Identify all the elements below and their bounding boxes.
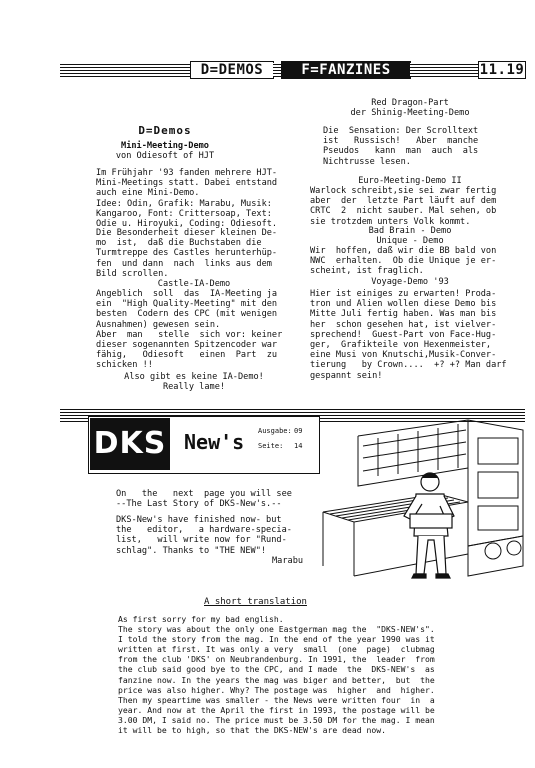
ausgabe-value: 09 xyxy=(294,427,303,435)
euro-meeting-text: Warlock schreibt,sie sei zwar fertig aber der letzte Part läuft auf dem CRTC 2 nicht sauber. Mal sehen, ob sie trotzdem unters Volk kommt. xyxy=(310,186,497,227)
header-hatch-right xyxy=(410,63,478,77)
section-title: D=Demos xyxy=(138,124,192,137)
castle-text: Angeblich soll das IA-Meeting ja ein "High Quality-Meeting" mit den besten Codern des CPC (mit wenigen Ausnahmen) gewesen sein. Aber man stelle sich vor: keiner dieser sogenannten Spitzencoder war fähig, Odiesoft einen Part zu schicken !! xyxy=(96,289,283,371)
castle-end-1: Also gibt es keine IA-Demo! xyxy=(124,372,264,382)
header-hatch-left xyxy=(60,63,190,77)
printing-press-illustration xyxy=(318,416,526,584)
dks-signature: Marabu xyxy=(272,556,304,566)
voyage-title: Voyage-Demo '93 xyxy=(371,277,449,287)
bad-brain-title: Bad Brain - Demo xyxy=(368,226,452,236)
mini-meeting-title: Mini-Meeting-Demo xyxy=(121,141,209,151)
seite-label: Seite: xyxy=(258,442,284,450)
translation-title: A short translation xyxy=(204,597,307,607)
red-dragon-text: Die Sensation: Der Scrolltext ist Russisch! Aber manche Pseudos kann man auch als Nichtrusse lesen. xyxy=(323,126,479,167)
castle-end-2: Really lame! xyxy=(162,382,226,392)
header-demos-tag: D=DEMOS xyxy=(190,61,274,79)
seite-value: 14 xyxy=(294,442,303,450)
ausgabe-label: Ausgabe: xyxy=(258,427,292,435)
dks-logo: DKS xyxy=(90,418,170,470)
bad-brain-text: Wir hoffen, daß wir die BB bald von NWC erhalten. Ob die Unique je er- scheint, ist fraglich. xyxy=(310,246,497,277)
mini-meeting-byline: von Odiesoft of HJT xyxy=(115,151,215,161)
translation-body: As first sorry for my bad english. The story was about the only one Eastgerman mag the "DKS-NEW's". I told the story from the mag. In the end of the year 1990 was it written at first. It was only a very small (one page) clubmag from the club 'DKS' on Neubrandenburg. In 1991, the leader from the club said good bye to the CPC, and I made the DKS-NEW's as fanzine now. In the years the mag was biger and better, but the price was also higher. Why? The postage was higher and higher. Then my speartime was smaller - the News were written four in a year. And now at the April the first in 1993, the postage will be 3.00 DM, I said no. The price must be 3.50 DM for the mag. I mean it will be to high, so that the DKS-NEW's are dead now. xyxy=(118,614,435,736)
dks-next-page-text: On the next page you will see --The Last Story of DKS-New's.-- xyxy=(116,489,292,510)
page-number: 11.19 xyxy=(479,62,525,78)
castle-title: Castle-IA-Demo xyxy=(157,279,231,289)
unique-title: Unique - Demo xyxy=(376,236,444,246)
dks-finished-text: DKS-New's have finished now- but the editor, a hardware-specia- list, will write now for "Rund- schlag". Thanks to "THE NEW"! xyxy=(116,515,292,556)
euro-meeting-title: Euro-Meeting-Demo II xyxy=(358,176,462,186)
red-dragon-title: Red Dragon-Part xyxy=(371,98,449,108)
dks-news-title: New's xyxy=(184,430,245,454)
voyage-text: Hier ist einiges zu erwarten! Proda- tron und Alien wollen diese Demo bis Mitte Juli fertig haben. Was man bis her schon gesehen hat, ist vielver- sprechend! Guest-Part von Face-Hug- ger, Grafikteile von Hexenmeister, eine Musi von Knutschi,Musik-Conver- tierung by Crown.... +? +? Man darf gespannt sein! xyxy=(310,289,507,381)
besonderheit-text: Die Besonderheit dieser kleinen De- mo ist, daß die Buchstaben die Turmtreppe des Castles herunterhüp- fen und dann nach links aus dem Bild scrollen. xyxy=(96,228,278,279)
header-fanzines-tag: F=FANZINES xyxy=(281,61,411,79)
red-dragon-subtitle: der Shinig-Meeting-Demo xyxy=(350,108,470,118)
header-hatch-mid xyxy=(273,63,281,77)
mini-meeting-text: Im Frühjahr '93 fanden mehrere HJT- Mini-Meetings statt. Dabei entstand auch eine Mini-Demo. Idee: Odin, Grafik: Marabu, Musik: Kangaroo, Font: Crittersoap, Text: Odie u. Hiroyuki, Coding: Odiesoft. xyxy=(96,168,278,230)
